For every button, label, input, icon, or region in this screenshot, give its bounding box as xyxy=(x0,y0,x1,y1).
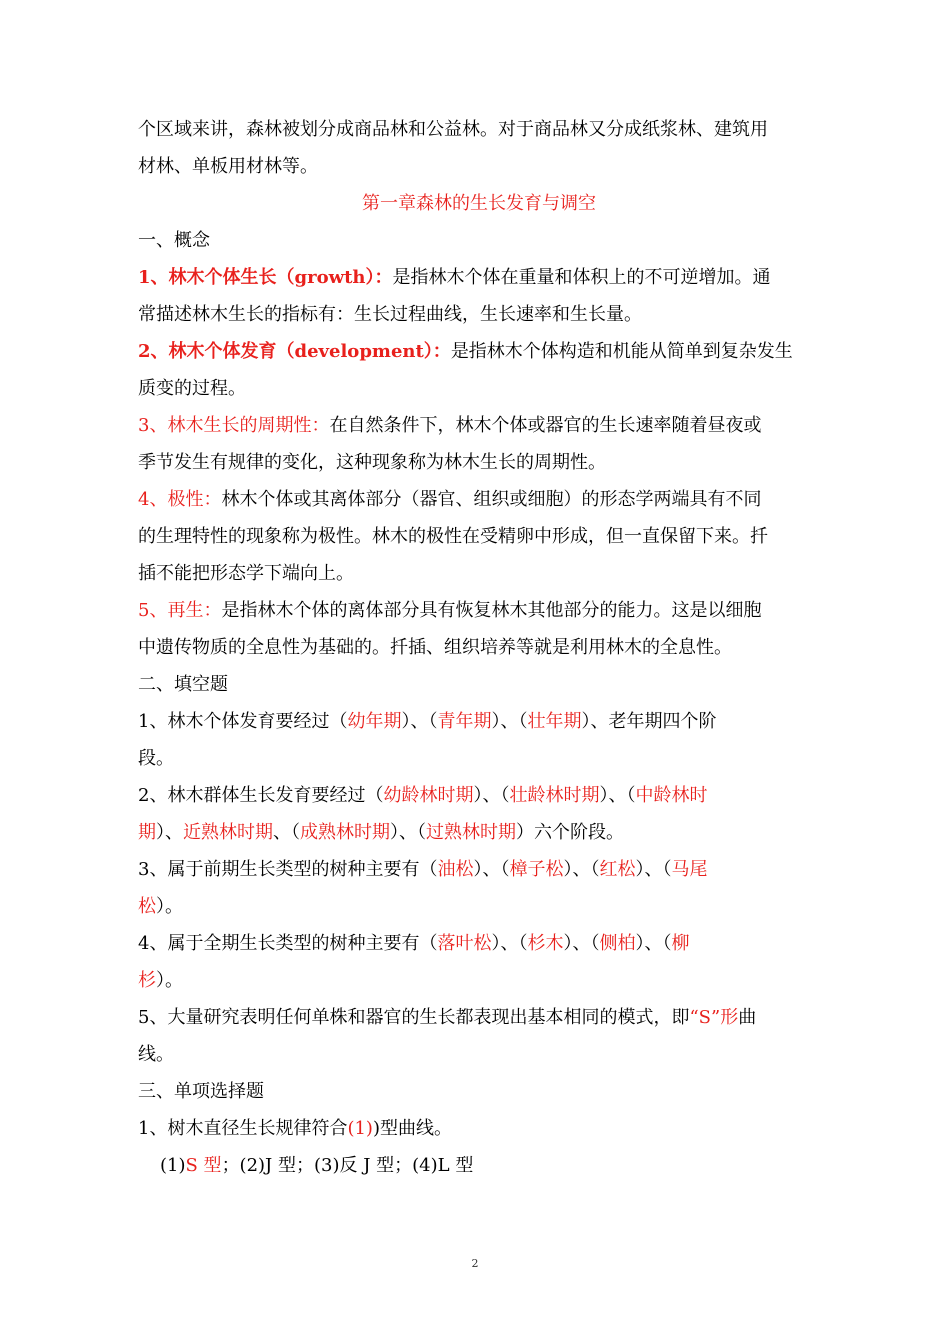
fill-question-1-line-2: 段。 xyxy=(138,748,174,769)
definition-4-line-1: 4、极性：林木个体或其离体部分（器官、组织或细胞）的形态学两端具有不同 xyxy=(138,489,762,510)
answer: 壮年期 xyxy=(527,711,582,732)
answer: (1) xyxy=(347,1118,373,1139)
fill-question-2-line-2: 期）、近熟林时期、（成熟林时期）、（过熟林时期）六个阶段。 xyxy=(138,822,624,843)
answer: “S”形 xyxy=(689,1007,739,1028)
fill-question-2-line-1: 2、林木群体生长发育要经过（幼龄林时期）、（壮龄林时期）、（中龄林时 xyxy=(138,785,708,806)
answer: S 型 xyxy=(185,1155,222,1176)
definition-3-line-1: 3、林木生长的周期性：在自然条件下，林木个体或器官的生长速率随着昼夜或 xyxy=(138,415,762,436)
definition-5-line-1: 5、再生：是指林木个体的离体部分具有恢复林木其他部分的能力。这是以细胞 xyxy=(138,600,762,621)
answer: 柳 xyxy=(671,933,690,954)
definition-term: 4、极性： xyxy=(138,489,222,510)
answer: 落叶松 xyxy=(437,933,492,954)
fill-question-5-line-2: 线。 xyxy=(138,1044,174,1065)
fill-question-3-line-1: 3、属于前期生长类型的树种主要有（油松）、（樟子松）、（红松）、（马尾 xyxy=(138,859,708,880)
page-number: 2 xyxy=(471,1257,479,1270)
choice-question-1: 1、树木直径生长规律符合(1))型曲线。 xyxy=(138,1118,452,1139)
definition-5-line-2: 中遗传物质的全息性为基础的。扦插、组织培养等就是利用林木的全息性。 xyxy=(138,637,732,658)
section-heading-single-choice: 三、单项选择题 xyxy=(138,1081,264,1102)
answer: 成熟林时期 xyxy=(300,822,390,843)
definition-4-line-2: 的生理特性的现象称为极性。林木的极性在受精卵中形成，但一直保留下来。扦 xyxy=(138,526,768,547)
page-content xyxy=(138,111,820,1184)
answer: 中龄林时 xyxy=(635,785,708,806)
section-heading-fill-blank: 二、填空题 xyxy=(138,674,228,695)
answer: 松 xyxy=(138,896,156,917)
answer: 幼年期 xyxy=(347,711,402,732)
answer: 侧柏 xyxy=(599,933,636,954)
fill-question-3-line-2: 松）。 xyxy=(138,896,183,917)
answer: 幼龄林时期 xyxy=(383,785,474,806)
answer: 杉 xyxy=(138,970,156,991)
definition-2-line-1: 2、林木个体发育（development）：是指林木个体构造和机能从简单到复杂发生 xyxy=(138,341,793,362)
fill-question-1-line-1: 1、林木个体发育要经过（幼年期）、（青年期）、（壮年期）、老年期四个阶 xyxy=(138,711,717,732)
definition-4-line-3: 插不能把形态学下端向上。 xyxy=(138,563,354,584)
intro-line-2: 材林、单板用材林等。 xyxy=(138,156,318,177)
choice-options: (1)S 型；(2)J 型；(3)反 J 型；(4)L 型 xyxy=(160,1155,474,1176)
fill-question-5-line-1: 5、大量研究表明任何单株和器官的生长都表现出基本相同的模式，即“S”形曲 xyxy=(138,1007,757,1028)
chapter-title: 第一章森林的生长发育与调空 xyxy=(362,193,596,214)
section-heading-concepts: 一、概念 xyxy=(138,230,210,251)
definition-2-line-2: 质变的过程。 xyxy=(138,378,246,399)
definition-1-line-2: 常描述林木生长的指标有：生长过程曲线，生长速率和生长量。 xyxy=(138,304,642,325)
answer: 红松 xyxy=(599,859,636,880)
answer: 樟子松 xyxy=(509,859,564,880)
answer: 青年期 xyxy=(437,711,492,732)
answer: 油松 xyxy=(437,859,474,880)
definition-term: 1、林木个体生长（growth）： xyxy=(138,267,393,288)
definition-term: 2、林木个体发育（development）： xyxy=(138,341,451,362)
answer: 杉木 xyxy=(527,933,564,954)
definition-1-line-1: 1、林木个体生长（growth）：是指林木个体在重量和体积上的不可逆增加。通 xyxy=(138,267,771,288)
fill-question-4-line-2: 杉）。 xyxy=(138,970,183,991)
intro-line-1: 个区域来讲，森林被划分成商品林和公益林。对于商品林又分成纸浆林、建筑用 xyxy=(138,119,768,140)
answer: 近熟林时期 xyxy=(183,822,273,843)
definition-term: 5、再生： xyxy=(138,600,222,621)
answer: 过熟林时期 xyxy=(426,822,516,843)
fill-question-4-line-1: 4、属于全期生长类型的树种主要有（落叶松）、（杉木）、（侧柏）、（柳 xyxy=(138,933,690,954)
answer: 壮龄林时期 xyxy=(509,785,600,806)
definition-3-line-2: 季节发生有规律的变化，这种现象称为林木生长的周期性。 xyxy=(138,452,606,473)
answer: 期 xyxy=(138,822,156,843)
answer: 马尾 xyxy=(671,859,708,880)
definition-term: 3、林木生长的周期性： xyxy=(138,415,330,436)
